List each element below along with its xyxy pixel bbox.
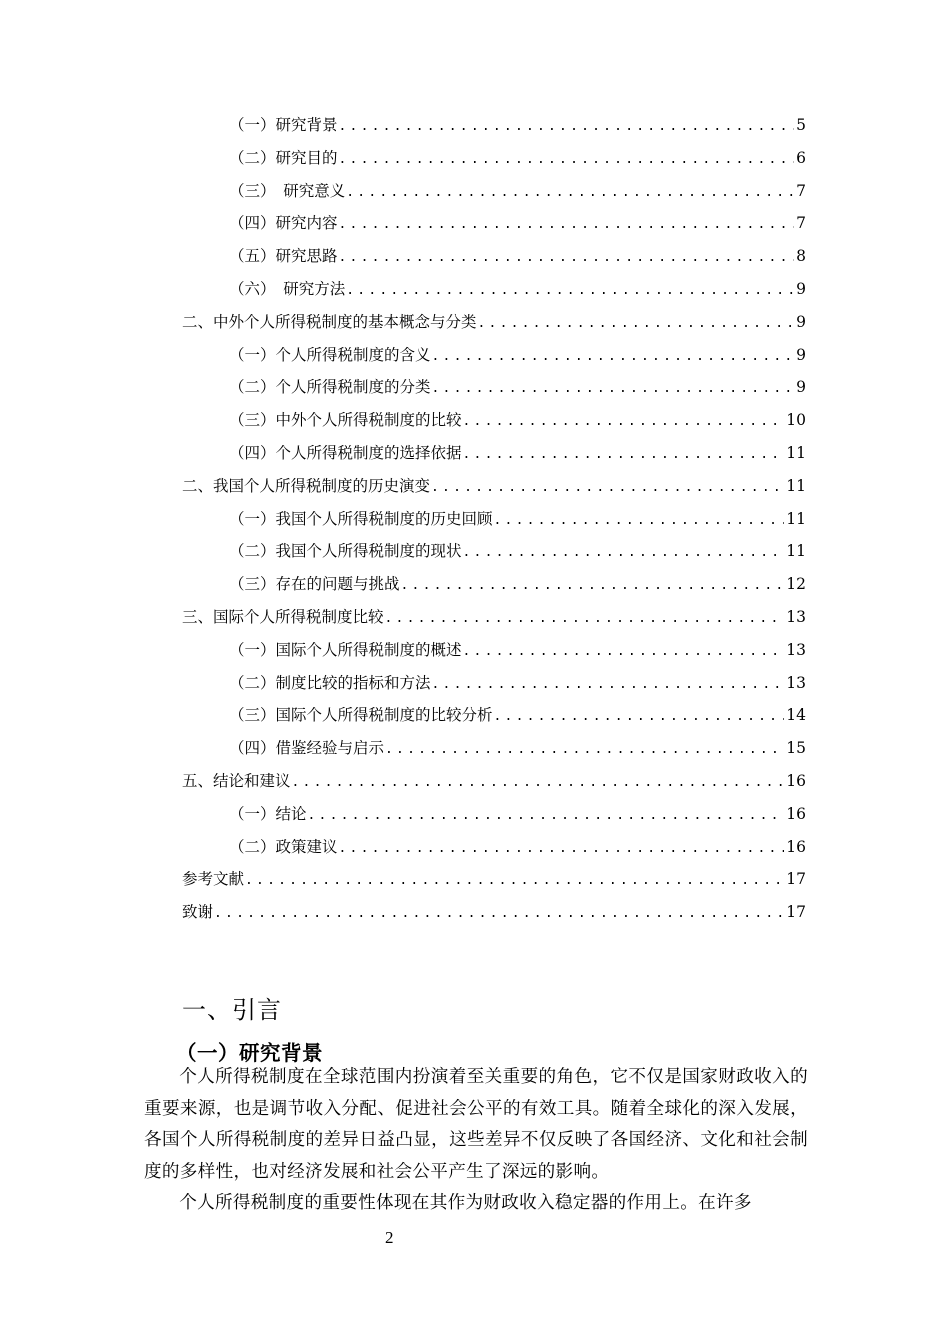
toc-entry-label: （二）政策建议	[229, 837, 338, 856]
toc-entry[interactable]	[229, 374, 806, 400]
toc-entry-label: （一）我国个人所得税制度的历史回顾	[229, 509, 493, 528]
toc-dot-leader	[339, 147, 794, 173]
toc-entry[interactable]	[229, 112, 806, 138]
toc-entry[interactable]	[229, 243, 806, 269]
toc-entry[interactable]	[229, 670, 806, 696]
toc-entry-page: 11	[786, 444, 806, 462]
toc-entry-page: 11	[786, 542, 806, 561]
toc-entry[interactable]	[229, 178, 806, 204]
toc-entry-page: 9	[796, 378, 806, 397]
toc-entry-page: 13	[786, 608, 806, 626]
toc-dot-leader	[214, 901, 784, 927]
toc-dot-leader	[346, 180, 794, 206]
toc-entry-page: 11	[786, 476, 806, 495]
toc-entry-label: （二）制度比较的指标和方法	[229, 673, 431, 692]
toc-entry-page: 15	[786, 739, 806, 758]
toc-dot-leader	[339, 245, 794, 271]
toc-entry-label: （三） 研究意义	[229, 181, 346, 200]
toc-dot-leader	[385, 606, 785, 632]
toc-dot-leader	[463, 540, 785, 566]
toc-dot-leader	[432, 672, 785, 698]
toc-entry[interactable]	[182, 473, 806, 499]
toc-entry-label: （三）存在的问题与挑战	[229, 575, 400, 594]
toc-entry-label: （六） 研究方法	[229, 280, 346, 298]
toc-dot-leader	[494, 508, 785, 534]
toc-entry-label: 参考文献	[182, 870, 245, 889]
toc-entry-page: 7	[796, 214, 806, 233]
toc-entry-page: 8	[796, 247, 806, 266]
toc-entry-page: 16	[786, 804, 806, 823]
toc-entry-page: 14	[786, 706, 806, 725]
toc-entry-page: 10	[786, 411, 806, 430]
toc-entry-label: （一）结论	[229, 804, 307, 823]
toc-entry-label: （二）个人所得税制度的分类	[229, 378, 431, 397]
toc-entry-page: 13	[786, 640, 806, 659]
toc-entry-label: （三）国际个人所得税制度的比较分析	[229, 706, 493, 725]
section-heading: 一、引言	[182, 996, 282, 1025]
subsection-heading: （一）研究背景	[176, 1041, 323, 1065]
toc-entry-page: 5	[796, 116, 806, 134]
toc-dot-leader	[339, 212, 794, 238]
toc-dot-leader	[463, 639, 785, 665]
toc-dot-leader	[308, 803, 785, 829]
toc-entry[interactable]	[229, 538, 806, 564]
toc-entry[interactable]	[229, 407, 806, 433]
toc-dot-leader	[432, 344, 794, 370]
toc-entry[interactable]	[229, 210, 806, 236]
toc-entry[interactable]	[229, 145, 806, 171]
toc-entry[interactable]	[182, 604, 806, 630]
toc-dot-leader	[339, 114, 794, 140]
toc-entry-label: （一）研究背景	[229, 116, 338, 134]
toc-dot-leader	[401, 573, 785, 599]
paragraph: 个人所得税制度在全球范围内扮演着至关重要的角色，它不仅是国家财政收入的重要来源，也是调节收入分配、促进社会公平的有效工具。随着全球化的深入发展，各国个人所得税制度的差异日益凸显，这些差异不仅反映了各国经济、文化和社会制度的多样性，也对经济发展和社会公平产生了深远的影响。	[144, 1067, 808, 1182]
toc-entry[interactable]	[229, 702, 806, 728]
toc-entry-page: 11	[786, 509, 806, 528]
toc-dot-leader	[292, 770, 785, 796]
toc-entry-label: （二）我国个人所得税制度的现状	[229, 542, 462, 561]
toc-entry-label: （二）研究目的	[229, 148, 338, 167]
toc-entry-page: 9	[796, 312, 806, 331]
toc-entry-page: 7	[796, 181, 806, 200]
toc-entry[interactable]	[229, 276, 806, 302]
toc-entry[interactable]	[182, 866, 806, 892]
toc-entry[interactable]	[182, 768, 806, 794]
toc-entry-label: （四）研究内容	[229, 214, 338, 233]
toc-entry[interactable]	[229, 834, 806, 860]
toc-entry[interactable]	[182, 309, 806, 335]
toc-dot-leader	[432, 376, 794, 402]
toc-entry[interactable]	[229, 801, 806, 827]
toc-entry[interactable]	[229, 735, 806, 761]
toc-entry-page: 17	[786, 903, 806, 922]
toc-entry-page: 16	[786, 772, 806, 790]
toc-entry-label: 二、中外个人所得税制度的基本概念与分类	[182, 312, 477, 331]
toc-entry-page: 13	[786, 673, 806, 692]
toc-entry-page: 9	[796, 345, 806, 364]
toc-entry-label: （三）中外个人所得税制度的比较	[229, 411, 462, 430]
toc-entry-label: 五、结论和建议	[182, 772, 291, 790]
toc-entry[interactable]	[229, 342, 806, 368]
toc-dot-leader	[385, 737, 784, 763]
toc-entry[interactable]	[229, 440, 806, 466]
toc-dot-leader	[431, 475, 784, 501]
toc-entry[interactable]	[182, 899, 806, 925]
toc-entry-label: 二、我国个人所得税制度的历史演变	[182, 476, 431, 495]
toc-entry-label: （四）个人所得税制度的选择依据	[229, 444, 462, 462]
toc-dot-leader	[245, 868, 784, 894]
toc-entry-page: 6	[796, 148, 806, 167]
toc-entry[interactable]	[229, 571, 806, 597]
toc-dot-leader	[478, 311, 794, 337]
toc-entry-label: （一）国际个人所得税制度的概述	[229, 640, 462, 659]
toc-entry[interactable]	[229, 506, 806, 532]
toc-entry-page: 16	[786, 837, 806, 856]
toc-dot-leader	[346, 278, 794, 304]
toc-dot-leader	[463, 409, 785, 435]
toc-dot-leader	[339, 836, 785, 862]
toc-entry-label: 三、国际个人所得税制度比较	[182, 608, 384, 626]
toc-entry[interactable]	[229, 637, 806, 663]
toc-entry-page: 9	[796, 280, 806, 298]
toc-dot-leader	[463, 442, 785, 468]
body-text	[144, 1062, 808, 1220]
page-number: 2	[385, 1228, 394, 1247]
paragraph: 个人所得税制度的重要性体现在其作为财政收入稳定器的作用上。在许多	[179, 1193, 752, 1213]
toc-entry-label: 致谢	[182, 903, 214, 922]
toc-entry-label: （四）借鉴经验与启示	[229, 739, 385, 758]
toc-dot-leader	[494, 704, 785, 730]
toc-entry-label: （一）个人所得税制度的含义	[229, 345, 431, 364]
toc-entry-page: 17	[786, 870, 806, 889]
toc-entry-page: 12	[786, 575, 806, 594]
toc-entry-label: （五）研究思路	[229, 247, 338, 266]
